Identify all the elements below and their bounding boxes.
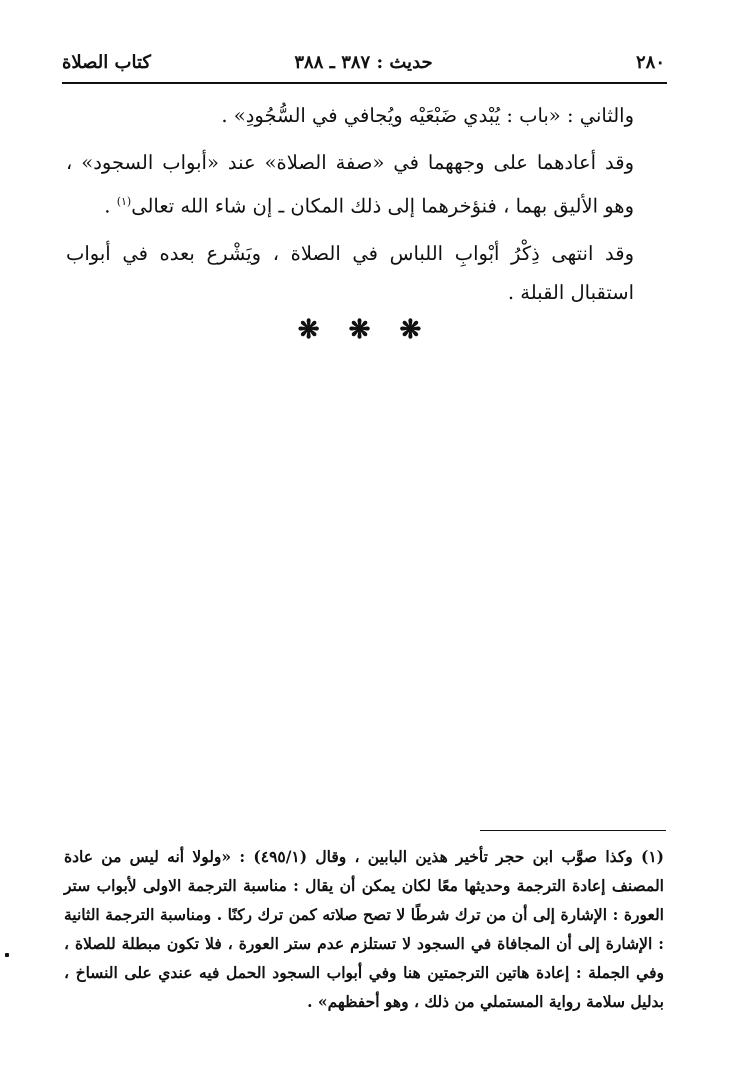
- book-title: كتاب الصلاة: [62, 52, 151, 73]
- section-separator: ❋ ❋ ❋: [297, 315, 432, 345]
- paragraph-2: [66, 143, 664, 226]
- margin-mark: [5, 953, 9, 957]
- footnote: [64, 842, 664, 1016]
- page-header: [62, 50, 665, 80]
- paragraph-1: والثاني : «باب : يُبْدي ضَبْعَيْه ويُجافي في السُّجُودِ» .: [221, 104, 634, 127]
- footnote-rule: [480, 830, 666, 831]
- hadith-reference: حديث : ٣٨٧ ـ ٣٨٨: [294, 52, 433, 73]
- paragraph-3: وقد انتهى ذِكْرُ أبْوابِ اللباس في الصلاة ، ويَشْرع بعده في أبواب استقبال القبلة .: [66, 241, 634, 304]
- footnote-text: (١) وكذا صوَّب ابن حجر تأخير هذين البابين ، وقال (٤٩٥/١) : «ولولا أنه ليس من عادة المصنف إعادة الترجمة وحديثها معًا لكان يمكن أن يقال : مناسبة الترجمة الاولى لأبواب ستر العورة : الإشارة إلى أن من ترك شرطًا لا تصح صلاته كمن ترك ركنًا . ومناسبة الترجمة الثانية : الإشارة إلى أن المجافاة في السجود لا تستلزم عدم ستر العورة ، فلا تكون مبطلة للصلاة ، وفي الجملة : إعادة هاتين الترجمتين هنا وفي أبواب السجود الحمل فيه عندي على النساخ ، بدليل سلامة رواية المستملي من ذلك ، وهو أحفظهم» .: [64, 847, 664, 1011]
- footnote-marker: (١): [116, 195, 132, 208]
- paragraph-2-text: وقد أعادهما على وجههما في «صفة الصلاة» عند «أبواب السجود» ، وهو الأليق بهما ، فنؤخرهما إلى ذلك المكان ـ إن شاء الله تعالى: [66, 151, 634, 218]
- main-text: [66, 96, 664, 312]
- paragraph-2-end: .: [104, 194, 111, 218]
- header-rule: [62, 82, 667, 84]
- page-number: ٢٨٠: [635, 52, 665, 73]
